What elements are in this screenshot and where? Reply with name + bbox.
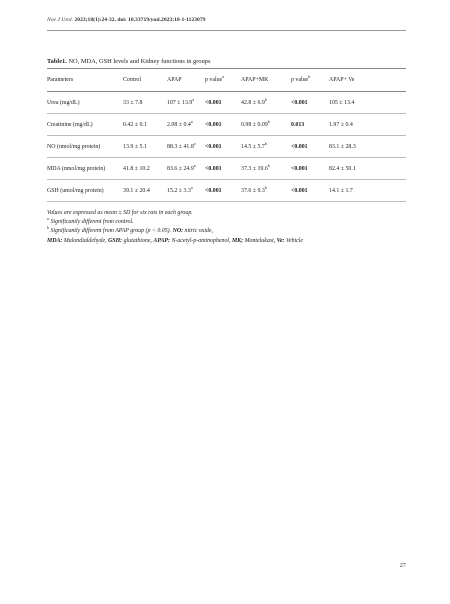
column-header: Parameters: [47, 69, 123, 92]
apap-ve-cell: 14.1 ± 1.7: [329, 180, 406, 202]
p-value-cell: <0.001: [291, 180, 329, 202]
note-line: $^a$ Significantly different from control.: [47, 216, 134, 226]
control-cell: 0.42 ± 0.1: [123, 114, 167, 136]
running-header: [47, 17, 205, 23]
column-header: APAP+ Ve: [329, 69, 406, 92]
apap-cell: 83.6 ± 24.9$^a$: [167, 158, 205, 180]
parameter-cell: MDA (nmol/mg protein): [47, 158, 123, 180]
apap-ve-cell: 82.4 ± 50.1: [329, 158, 406, 180]
table-row: [47, 136, 406, 158]
apap-cell: 2.08 ± 0.4$^a$: [167, 114, 205, 136]
table-caption-text: NO, MDA, GSH levels and Kidney functions in groups: [66, 58, 211, 65]
column-header: Control: [123, 69, 167, 92]
table-caption-label: Table1.: [47, 58, 67, 65]
control-cell: 39.1 ± 20.4: [123, 180, 167, 202]
control-cell: 13.9 ± 5.1: [123, 136, 167, 158]
note-line: Values are expressed as mean ± SD for six rats in each group.: [47, 210, 193, 216]
note-line: $^b$ Significantly different from APAP group (p < 0.05). NO: nitric oxide,: [47, 225, 213, 235]
header-rule: [47, 30, 406, 31]
page-number: 27: [399, 562, 406, 569]
apap-cell: 15.2 ± 3.3$^a$: [167, 180, 205, 202]
apap-ve-cell: 1.97 ± 0.4: [329, 114, 406, 136]
p-value-cell: <0.001: [205, 92, 241, 114]
apap-mk-cell: 14.5 ± 5.7$^b$: [241, 136, 291, 158]
apap-mk-cell: 0.98 ± 0.09$^b$: [241, 114, 291, 136]
apap-ve-cell: 83.1 ± 28.3: [329, 136, 406, 158]
parameter-cell: GSH (umol/mg protein): [47, 180, 123, 202]
p-value-cell: 0.013: [291, 114, 329, 136]
table-row: [47, 180, 406, 202]
p-value-cell: <0.001: [291, 158, 329, 180]
apap-cell: 88.3 ± 41.8$^a$: [167, 136, 205, 158]
p-value-cell: <0.001: [205, 114, 241, 136]
journal-name: Nov J Urol.: [47, 17, 74, 23]
results-table: [47, 68, 406, 202]
table-row: [47, 158, 406, 180]
column-header: p value$^a$: [205, 69, 241, 92]
apap-mk-cell: 37.6 ± 9.3$^b$: [241, 180, 291, 202]
column-header: p value$^b$: [291, 69, 329, 92]
table-notes: [47, 209, 407, 246]
column-header: APAP+MK: [241, 69, 291, 92]
p-value-cell: <0.001: [205, 158, 241, 180]
table-caption: [47, 58, 210, 65]
table-row: [47, 114, 406, 136]
parameter-cell: Urea (mg/dL): [47, 92, 123, 114]
parameter-cell: Creatinine (mg/dL): [47, 114, 123, 136]
p-value-cell: <0.001: [205, 180, 241, 202]
table-header-row: [47, 69, 406, 92]
apap-cell: 107 ± 13.9$^a$: [167, 92, 205, 114]
column-header: APAP: [167, 69, 205, 92]
citation: 2023;18(1):24-32. doi: 10.33719/yud.2023;18-1-1123079: [74, 17, 206, 23]
table-row: [47, 92, 406, 114]
p-value-cell: <0.001: [291, 136, 329, 158]
apap-ve-cell: 105 ± 13.4: [329, 92, 406, 114]
parameter-cell: NO (nmol/mg protein): [47, 136, 123, 158]
control-cell: 33 ± 7.8: [123, 92, 167, 114]
p-value-cell: <0.001: [291, 92, 329, 114]
control-cell: 41.8 ± 10.2: [123, 158, 167, 180]
abbreviations-line: MDA: Malondialdehyde, GSH: glutathione, APAP: N-acetyl-p-aminophenol, MK; Montelukast, Ve: Vehicle: [47, 237, 304, 244]
apap-mk-cell: 42.8 ± 6.9$^b$: [241, 92, 291, 114]
apap-mk-cell: 37.3 ± 19.6$^b$: [241, 158, 291, 180]
p-value-cell: <0.001: [205, 136, 241, 158]
